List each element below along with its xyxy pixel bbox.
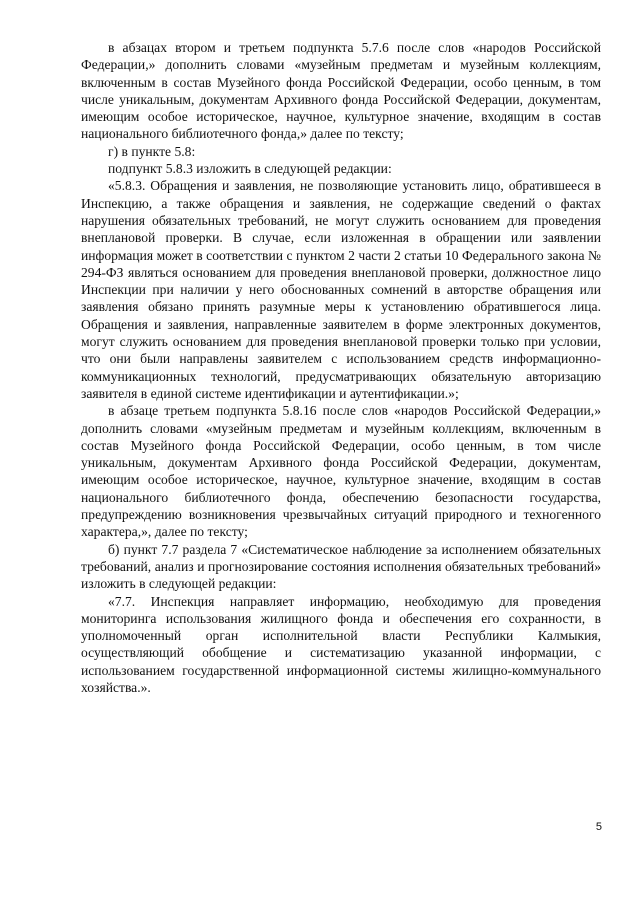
paragraph-5-8-3-text: «5.8.3. Обращения и заявления, не позволяющие установить лицо, обратившееся в Инспекцию, а также обращения и заявления, не содержащие сведений о фактах нарушения обязательных требований, не могут служить основанием для проведения внеплановой проверки. В случае, если изложенная в обращении или заявлении информация может в соответствии с пунктом 2 части 2 статьи 10 Федерального закона № 294-ФЗ являться основанием для проведения внеплановой проверки, должностное лицо Инспекции при наличии у него обоснованных сомнений в авторстве обращения или заявления обязано принять разумные меры к установлению обратившегося лица. Обращения и заявления, направленные заявителем в форме электронных документов, могут служить основанием для проведения внеплановой проверки только при условии, что они были направлены заявителем с использованием средств информационно-коммуникационных технологий, предусматривающих обязательную авторизацию заявителя в единой системе идентификации и аутентификации.»; [81, 178, 601, 401]
paragraph-item-b: б) пункт 7.7 раздела 7 «Систематическое наблюдение за исполнением обязательных требований, анализ и прогнозирование состояния исполнения обязательных требований» изложить в следующей редакции: [81, 541, 601, 592]
document-body [81, 39, 601, 696]
page-number: 5 [595, 821, 602, 833]
paragraph-amend-5-8-16: в абзаце третьем подпункта 5.8.16 после слов «народов Российской Федерации,» дополнить словами «музейным предметам и музейным коллекциям, включенным в состав Музейного фонда Российской Федерации, особо ценным, в том числе уникальным, документам Архивного фонда Российской Федерации, документам, имеющим особое историческое, научное, культурное значение, входящим в состав национального библиотечного фонда, обеспечению безопасности государства, предупреждению возникновения чрезвычайных ситуаций природного и техногенного характера,», далее по тексту; [81, 403, 601, 540]
paragraph-5-8-3-intro: подпункт 5.8.3 изложить в следующей редакции: [108, 161, 392, 177]
paragraph-7-7-text: «7.7. Инспекция направляет информацию, необходимую для проведения мониторинга использования жилищного фонда и обеспечения его сохранности, в уполномоченный орган исполнительной власти Республики Калмыкия, осуществляющий обобщение и систематизацию указанной информации, с использованием государственной информационной системы жилищно-коммунального хозяйства.». [81, 593, 601, 695]
paragraph-amend-5-7-6: в абзацах втором и третьем подпункта 5.7.6 после слов «народов Российской Федерации,» дополнить словами «музейным предметам и музейным коллекциям, включенным в состав Музейного фонда Российской Федерации, особо ценным, в том числе уникальным, документам Архивного фонда Российской Федерации, документам, имеющим особое историческое, научное, культурное значение, входящим в состав национального библиотечного фонда,» далее по тексту; [81, 40, 601, 142]
paragraph-item-g: г) в пункте 5.8: [108, 143, 196, 159]
